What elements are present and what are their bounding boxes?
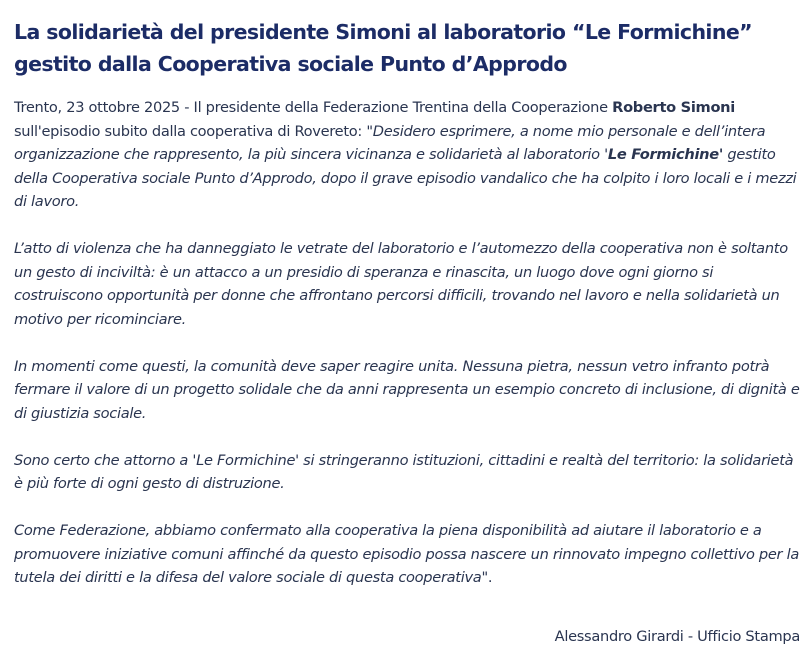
paragraph-2: L’atto di violenza che ha danneggiato le vetrate del laboratorio e l’automezzo della cooperativa non è soltanto un gesto di inciviltà: è un attacco a un presidio di speranza e rinascita, un luogo dove ogni giorno si costruiscono opportunità per donne che affrontano percorsi difficili, trovando nel lavoro e nella solidarietà un motivo per ricominciare.	[14, 240, 788, 328]
paragraph-1-lead: sull'episodio subito dalla cooperativa di Rovereto: "	[14, 122, 373, 140]
paragraph-5-quote: Come Federazione, abbiamo confermato alla cooperativa la piena disponibilità ad aiutare il laboratorio e a promuovere iniziative comuni affinché da questo episodio possa nascere un rinnovato impegno collettivo per la tutela dei diritti e la difesa del valore sociale di questa cooperativa	[14, 522, 799, 586]
press-release	[14, 0, 802, 613]
paragraph-1	[14, 96, 802, 214]
paragraph-5	[14, 519, 802, 590]
paragraph-3: In momenti come questi, la comunità deve saper reagire unita. Nessuna pietra, nessun vetro infranto potrà fermare il valore di un progetto solidale che da anni rappresenta un esempio concreto di inclusione, di dignità e di giustizia sociale.	[14, 357, 800, 422]
paragraph-1-intro: Trento, 23 ottobre 2025 - Il presidente della Federazione Trentina della Cooperazione	[14, 99, 613, 116]
paragraph-5-close: ".	[481, 569, 493, 586]
article-body	[14, 96, 802, 590]
paragraph-4: Sono certo che attorno a 'Le Formichine' si stringeranno istituzioni, cittadini e realtà del territorio: la solidarietà è più forte di ogni gesto di distruzione.	[14, 451, 794, 492]
paragraph-1-quote-a: Desidero esprimere, a nome mio personale e dell’intera organizzazione che rappresento, la più sincera vicinanza e solidarietà al laboratorio '	[14, 122, 766, 163]
president-name: Roberto Simoni	[612, 99, 735, 116]
lab-name: Le Formichine'	[607, 146, 724, 163]
signature: Alessandro Girardi - Ufficio Stampa	[554, 628, 800, 645]
article-title: La solidarietà del presidente Simoni al laboratorio “Le Formichine” gestito dalla Cooperativa sociale Punto d’Approdo	[14, 20, 753, 76]
paragraph-1-quote-b: gestito della Cooperativa sociale Punto d’Approdo, dopo il grave episodio vandalico che ha colpito i loro locali e i mezzi di lavoro.	[14, 146, 797, 210]
